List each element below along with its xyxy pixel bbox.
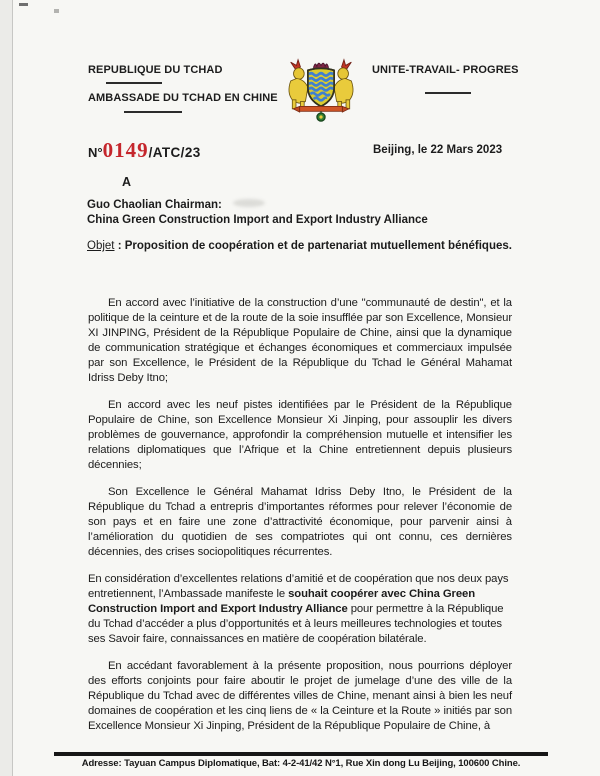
dateline: Beijing, le 22 Mars 2023 [373,144,503,156]
ribbon [293,106,349,112]
salutation: A [122,175,132,189]
embassy-title: AMBASSADE DU TCHAD EN CHINE [88,92,278,104]
subject-label: Objet [87,240,115,252]
letterhead-left [88,64,278,113]
goat-supporter [289,60,308,109]
paragraph-4 [88,572,512,647]
recipient-organization: China Green Construction Import and Export Industry Alliance [87,213,428,226]
divider [106,82,162,84]
subject-separator: : [114,240,125,252]
scan-edge-strip [0,0,13,776]
shield [308,68,334,106]
scan-artifact [54,9,59,13]
reference-prefix: N° [88,145,103,160]
paragraph-3: Son Excellence le Général Mahamat Idriss Deby Itno, le Président de la République du Tchad a entrepris d’importantes réformes pour relever l’économie de son pays et en faire une zone d’attractivité économique, pour parvenir ainsi à l’amélioration du quotidien de ses compatriotes qui ont connu, ces dernières décennies, des crises sociopolitiques récurrentes. [88,486,512,558]
subject-text: Proposition de coopération et de partenariat mutuellement bénéfiques. [124,240,512,252]
paragraph-2: En accord avec les neuf pistes identifiées par le Président de la République Populaire de Chine, son Excellence Monsieur Xi Jinping, pour assouplir les divers problèmes de gouvernance, approfondir la compréhension mutuelle et intensifier les relations diplomatiques que l’Afrique et la Chine entretiennent depuis plusieurs décennies; [88,399,512,471]
country-title: REPUBLIQUE DU TCHAD [88,64,223,76]
chad-coat-of-arms-icon [280,56,362,124]
letter-body [88,296,512,746]
medal [317,111,325,121]
reference-suffix: /ATC/23 [148,145,201,160]
footer-rule [54,752,548,756]
paragraph-4-text: pour permettre à la République du Tchad d’accéder a plus d’opportunités et à leurs meilleures technologies et toutes ses Savoir faire, connaissances en matière de coopération bilatérale. [88,603,504,645]
reference-number: 0149 [102,138,149,162]
paragraph-4-text: En considération d’excellentes relations d’amitié et de coopération que nos deux pays entretiennent, l’Ambassade manifeste le [88,573,509,600]
reference-line [88,138,201,163]
scan-artifact [19,3,28,6]
divider [425,92,471,94]
footer-address: Adresse: Tayuan Campus Diplomatique, Bat: 4-2-41/42 N°1, Rue Xin dong Lu Beijing, 100600 Chine. [81,758,521,769]
national-motto: UNITE-TRAVAIL- PROGRES [372,64,519,76]
recipient-name: Guo Chaolian Chairman: [87,199,222,211]
partner-name-bold: souhait coopérer avec China Green Construction Import and Export Industry Alliance [88,588,476,615]
paragraph-5: En accédant favorablement à la présente proposition, nous pourrions déployer des efforts conjoints pour faire aboutir le projet de jumelage d’une des ville de la République du Tchad avec de différentes villes de Chine, menant ainsi à bien les neuf domaines de coopération et les cinq liens de « la Ceinture et la Route » initiés par son Excellence Monsieur Xi Jinping, Président de la République Populaire de Chine, à [88,660,512,732]
ink-smudge [233,199,265,207]
subject-line [87,239,523,255]
divider [124,111,182,113]
paragraph-1: En accord avec l’initiative de la construction d’une "communauté de destin", et la politique de la ceinture et de la route de la soie insufflée par son Excellence, Monsieur XI JINPING, Président de la République Populaire de Chine, ainsi que la dynamique de communication stratégique et échanges économiques et commerciaux impulsée par son Excellence, le Président de la République du Tchad le Général Mahamat Idriss Deby Itno; [88,297,512,384]
lion-supporter [334,60,353,109]
